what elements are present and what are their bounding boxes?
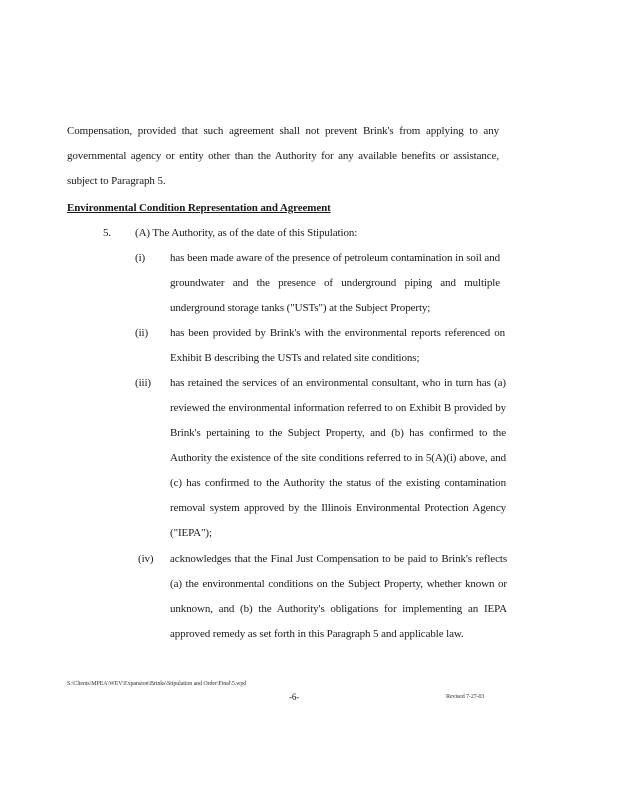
item-label-iv: (iv) — [138, 553, 154, 565]
item-iii-line: removal system approved by the Illinois Environmental Protection Agency — [170, 502, 506, 514]
item-iii-line: Authority the existence of the site conditions referred to in 5(A)(i) above, and — [170, 452, 506, 464]
page-number: -6- — [289, 692, 300, 702]
item-i-line: has been made aware of the presence of petroleum contamination in soil and — [170, 252, 500, 264]
body-line: subject to Paragraph 5. — [67, 175, 166, 187]
item-iv-line: unknown, and (b) the Authority's obligations for implementing an IEPA — [170, 603, 507, 615]
item-label-ii: (ii) — [135, 327, 149, 339]
revision-date: Revised 7-27-03 — [446, 694, 485, 700]
body-line: governmental agency or entity other than the Authority for any available benefits or assistance, — [67, 150, 499, 162]
item-iii-line: ("IEPA"); — [170, 527, 212, 539]
item-label-i: (i) — [135, 252, 146, 264]
item-iii-line: (c) has confirmed to the Authority the status of the existing contamination — [170, 477, 506, 489]
section-number: 5. — [103, 227, 112, 239]
item-iii-line: reviewed the environmental information referred to on Exhibit B provided by — [170, 402, 506, 414]
footer-file-path: S:\Clients\MPEA\WEV\Expansion\Brinks\Stipulation and Order\Final\5.wpd — [67, 681, 247, 687]
item-iii-line: has retained the services of an environmental consultant, who in turn has (a) — [170, 377, 506, 389]
item-label-iii: (iii) — [135, 377, 151, 389]
item-ii-line: Exhibit B describing the USTs and related site conditions; — [170, 352, 420, 364]
body-line: Compensation, provided that such agreement shall not prevent Brink's from applying to any — [67, 125, 499, 137]
item-iii-line: Brink's pertaining to the Subject Property, and (b) has confirmed to the — [170, 427, 506, 439]
item-ii-line: has been provided by Brink's with the environmental reports referenced on — [170, 327, 505, 339]
section-heading: Environmental Condition Representation and Agreement — [67, 202, 331, 214]
item-iv-line: (a) the environmental conditions on the Subject Property, whether known or — [170, 578, 507, 590]
item-iv-line: acknowledges that the Final Just Compensation to be paid to Brink's reflects — [170, 553, 507, 565]
item-i-line: underground storage tanks ("USTs") at the Subject Property; — [170, 302, 431, 314]
subsection-a: (A) The Authority, as of the date of this Stipulation: — [135, 227, 358, 239]
item-iv-line: approved remedy as set forth in this Paragraph 5 and applicable law. — [170, 628, 464, 640]
item-i-line: groundwater and the presence of underground piping and multiple — [170, 277, 500, 289]
